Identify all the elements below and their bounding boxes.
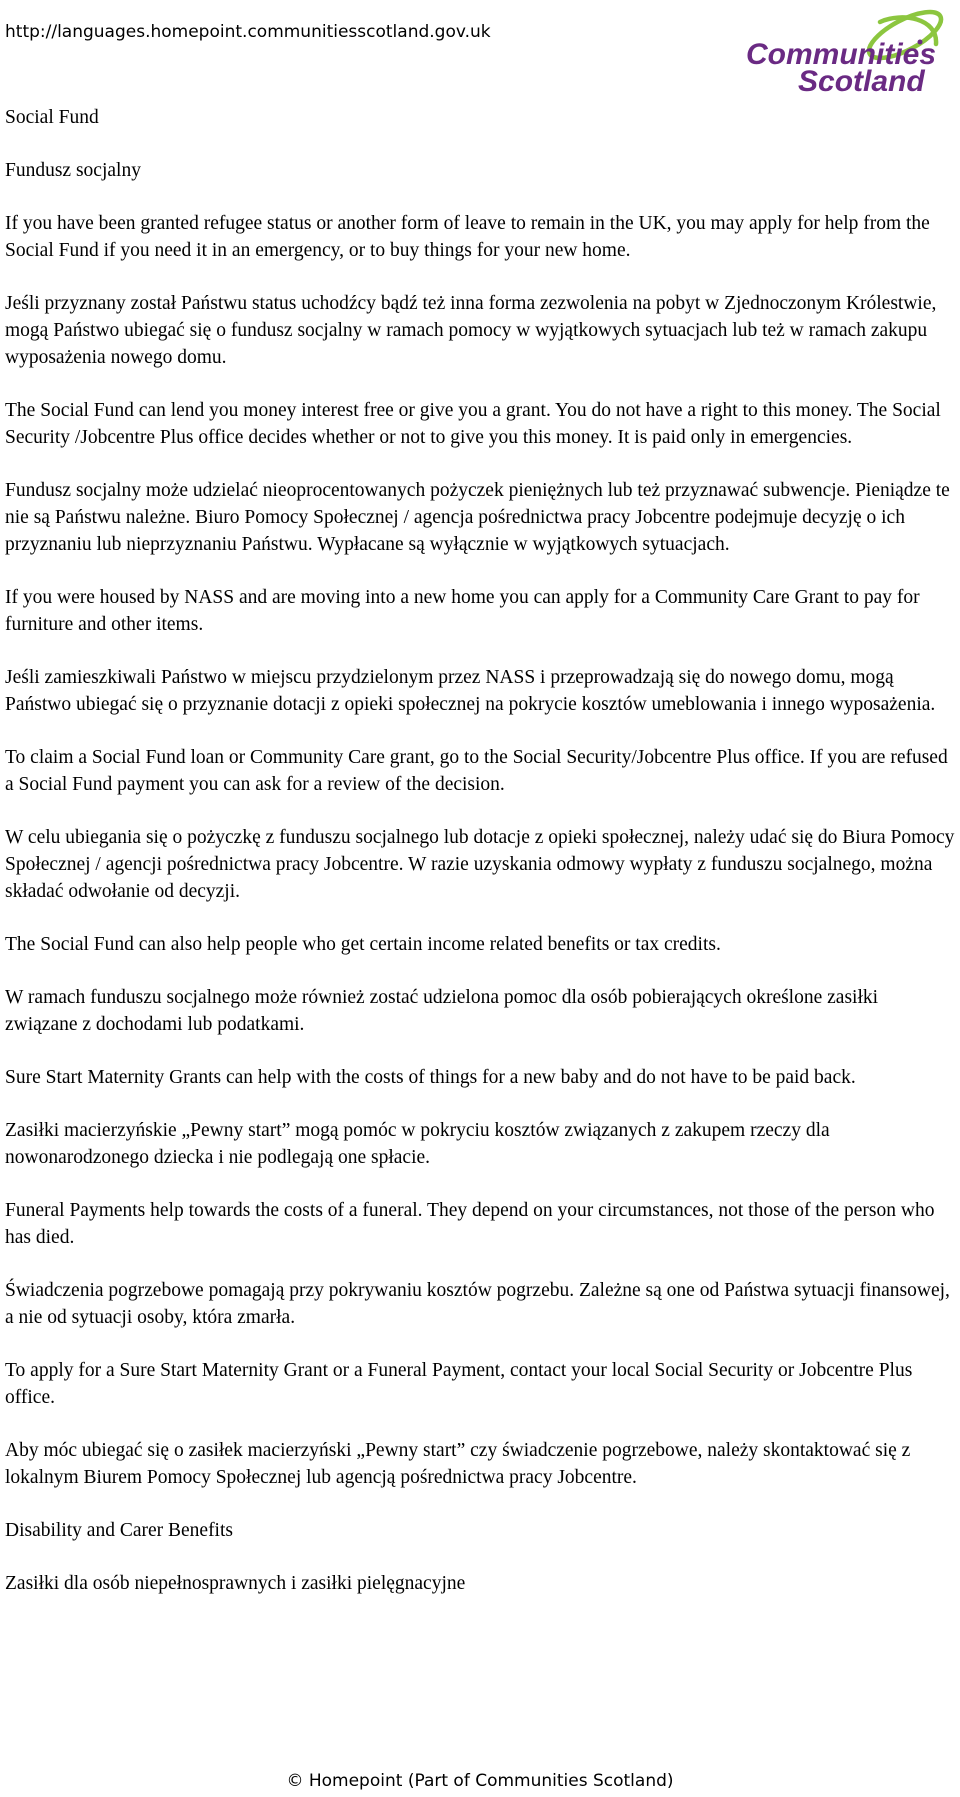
page-url: http://languages.homepoint.communitiesscotland.gov.uk [5,22,491,42]
paragraph: To apply for a Sure Start Maternity Grant or a Funeral Payment, contact your local Social Security or Jobcentre Plus office. [5,1360,913,1408]
paragraph: Zasiłki macierzyńskie „Pewny start” mogą pomóc w pokryciu kosztów związanych z zakupem rzeczy dla nowonarodzonego dziecka i nie podlegają one spłacie. [5,1120,830,1168]
paragraph: The Social Fund can also help people who get certain income related benefits or tax credits. [5,934,721,955]
logo-text-line2: Scotland [798,65,925,98]
paragraph: Fundusz socjalny może udzielać nieoprocentowanych pożyczek pieniężnych lub też przyznawać subwencje. Pieniądze te nie są Państwu należne. Biuro Pomocy Społecznej / agencja pośrednictwa pracy Jobcentre podejmuje decyzję o ich przyznaniu lub nieprzyznaniu Państwu. Wypłacane są wyłącznie w wyjątkowych sytuacjach. [5,480,950,555]
paragraph: Funeral Payments help towards the costs of a funeral. They depend on your circumstances, not those of the person who has died. [5,1200,935,1248]
paragraph: W ramach funduszu socjalnego może również zostać udzielona pomoc dla osób pobierających określone zasiłki związane z dochodami lub podatkami. [5,987,879,1035]
paragraph: Jeśli przyznany został Państwu status uchodźcy bądź też inna forma zezwolenia na pobyt w Zjednoczonym Królestwie, mogą Państwo ubiegać się o fundusz socjalny w ramach pomocy w wyjątkowych sytuacjach lub też w ramach zakupu wyposażenia nowego domu. [5,293,937,368]
communities-scotland-logo [742,4,954,98]
paragraph: If you were housed by NASS and are moving into a new home you can apply for a Community Care Grant to pay for furniture and other items. [5,587,920,635]
paragraph: Jeśli zamieszkiwali Państwo w miejscu przydzielonym przez NASS i przeprowadzają się do nowego domu, mogą Państwo ubiegać się o przyznanie dotacji z opieki społecznej na pokrycie kosztów umeblowania i innego wyposażenia. [5,667,936,715]
paragraph: Sure Start Maternity Grants can help with the costs of things for a new baby and do not have to be paid back. [5,1067,856,1088]
paragraph: To claim a Social Fund loan or Community Care grant, go to the Social Security/Jobcentre Plus office. If you are refused a Social Fund payment you can ask for a review of the decision. [5,747,948,795]
paragraph: The Social Fund can lend you money interest free or give you a grant. You do not have a right to this money. The Social Security /Jobcentre Plus office decides whether or not to give you this money. It is paid only in emergencies. [5,400,941,448]
document-body [5,104,955,1623]
heading-disability-carer-benefits: Disability and Carer Benefits [5,1520,233,1541]
paragraph: If you have been granted refugee status or another form of leave to remain in the UK, you may apply for help from the Social Fund if you need it in an emergency, or to buy things for your new home. [5,213,930,261]
heading-social-fund: Social Fund [5,107,99,128]
paragraph: Świadczenia pogrzebowe pomagają przy pokrywaniu kosztów pogrzebu. Zależne są one od Państwa sytuacji finansowej, a nie od sytuacji osoby, która zmarła. [5,1280,950,1328]
paragraph: W celu ubiegania się o pożyczkę z funduszu socjalnego lub dotacje z opieki społecznej, należy udać się do Biura Pomocy Społecznej / agencji pośrednictwa pracy Jobcentre. W razie uzyskania odmowy wypłaty z funduszu socjalnego, można składać odwołanie od decyzji. [5,827,955,902]
footer-copyright: © Homepoint (Part of Communities Scotland) [286,1771,674,1791]
paragraph: Aby móc ubiegać się o zasiłek macierzyński „Pewny start” czy świadczenie pogrzebowe, należy skontaktować się z lokalnym Biurem Pomocy Społecznej lub agencją pośrednictwa pracy Jobcentre. [5,1440,911,1488]
heading-zasilki: Zasiłki dla osób niepełnosprawnych i zasiłki pielęgnacyjne [5,1573,466,1594]
heading-fundusz-socjalny: Fundusz socjalny [5,160,141,181]
logo-text-line1: Communities [746,38,937,71]
